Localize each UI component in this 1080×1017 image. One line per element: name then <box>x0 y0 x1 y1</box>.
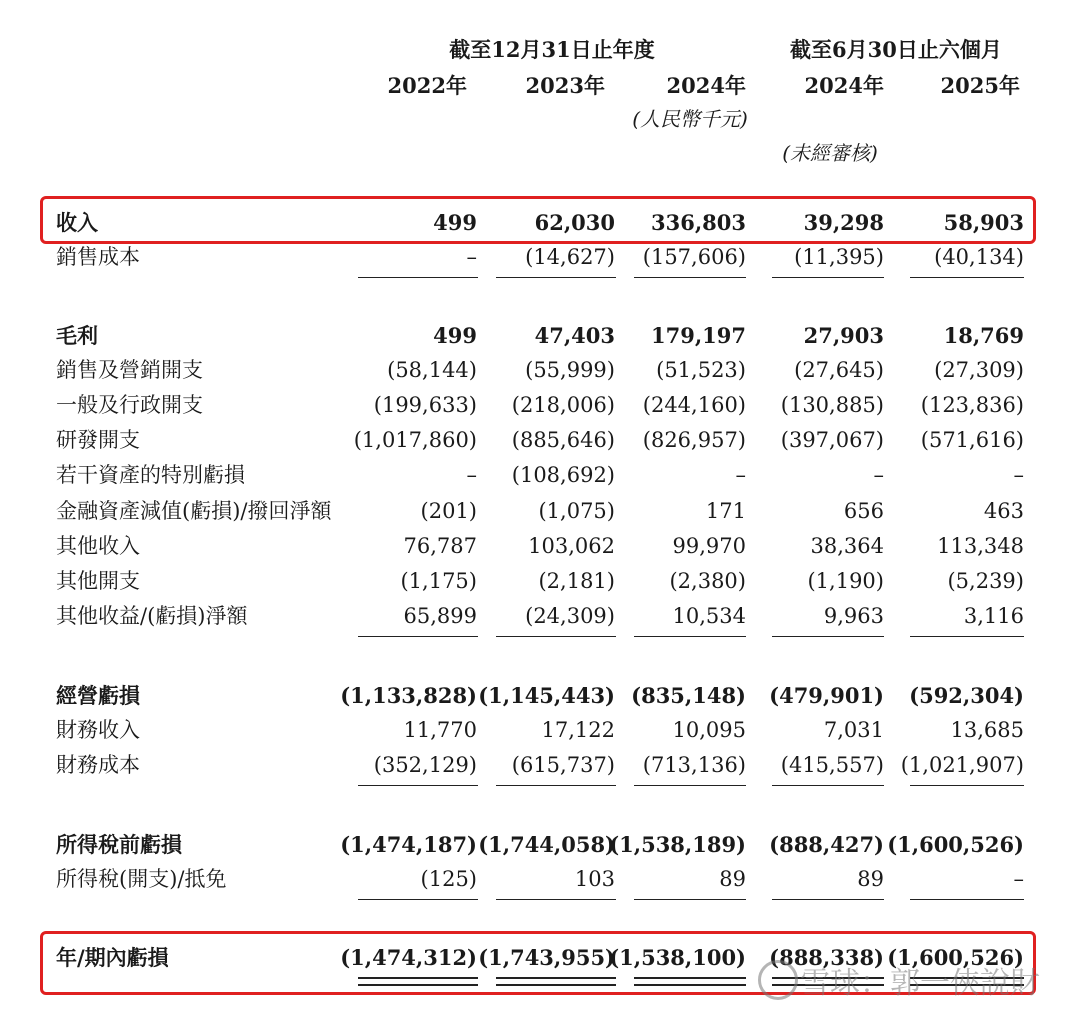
table-row-impairment <box>0 494 1080 529</box>
table-row-other-income <box>0 529 1080 564</box>
cell-2024: 10,095 <box>672 718 746 742</box>
cell-2023: (14,627) <box>525 245 615 269</box>
cell-2025-interim: 113,348 <box>937 534 1024 558</box>
cell-2022: (1,175) <box>400 569 477 593</box>
cell-2023: (108,692) <box>511 463 615 487</box>
cell-2024: 171 <box>705 499 746 523</box>
cell-2023: (1,743,955) <box>478 945 615 970</box>
cell-2025-interim: – <box>1013 463 1024 487</box>
cell-2025-interim: (592,304) <box>909 683 1024 708</box>
cell-2022: – <box>466 245 477 269</box>
watermark-text: 雪球：郭一俠說財 <box>800 966 1040 1001</box>
cell-2024: (157,606) <box>642 245 746 269</box>
table-row-finance-costs <box>0 748 1080 783</box>
highlight-box-revenue <box>40 196 1036 244</box>
cell-2025-interim: (1,600,526) <box>887 945 1024 970</box>
cell-2024: 99,970 <box>672 534 746 558</box>
cell-2024: – <box>735 463 746 487</box>
cell-2022: 499 <box>433 323 477 348</box>
cell-2023: (885,646) <box>511 428 615 452</box>
cell-2024: 336,803 <box>651 210 746 235</box>
cell-2024-interim: – <box>873 463 884 487</box>
cell-2024: (1,538,189) <box>609 832 746 857</box>
row-label: 年/期內虧損 <box>56 945 169 970</box>
cell-2024-interim: (888,338) <box>769 945 884 970</box>
cell-2025-interim: (123,836) <box>920 393 1024 417</box>
cell-2022: 76,787 <box>403 534 477 558</box>
cell-2023: (1,075) <box>538 499 615 523</box>
cell-2024-interim: (27,645) <box>794 358 884 382</box>
cell-2024-interim: (415,557) <box>780 753 884 777</box>
cell-2023: 103 <box>574 867 615 891</box>
cell-2023: 103,062 <box>528 534 615 558</box>
table-row-rd-expenses <box>0 423 1080 458</box>
cell-2022: 65,899 <box>403 604 477 628</box>
cell-2025-interim: (571,616) <box>920 428 1024 452</box>
row-label: 金融資產減值(虧損)/撥回淨額 <box>56 499 332 523</box>
cell-2024: (1,538,100) <box>609 945 746 970</box>
cell-2025-interim: 3,116 <box>963 604 1024 628</box>
cell-2025-interim: – <box>1013 867 1024 891</box>
table-row-income-tax <box>0 862 1080 897</box>
row-label: 經營虧損 <box>56 683 140 708</box>
year-2022: 2022年 <box>387 73 467 98</box>
cell-2023: (24,309) <box>525 604 615 628</box>
cell-2022: (1,017,860) <box>353 428 477 452</box>
cell-2025-interim: (5,239) <box>947 569 1024 593</box>
cell-2025-interim: (27,309) <box>934 358 1024 382</box>
cell-2024-interim: 27,903 <box>803 323 884 348</box>
cell-2022: (1,474,187) <box>340 832 477 857</box>
row-label: 一般及行政開支 <box>56 393 203 417</box>
cell-2023: 47,403 <box>534 323 615 348</box>
cell-2025-interim: 463 <box>983 499 1024 523</box>
cell-2022: (125) <box>420 867 477 891</box>
cell-2024: (835,148) <box>631 683 746 708</box>
cell-2025-interim: 18,769 <box>943 323 1024 348</box>
cell-2024-interim: (888,427) <box>769 832 884 857</box>
cell-2024: (51,523) <box>656 358 746 382</box>
group-header-interim: 截至6月30日止六個月 <box>790 37 1002 62</box>
row-label: 研發開支 <box>56 428 140 452</box>
watermark-logo-icon <box>758 960 798 1000</box>
cell-2024-interim: 89 <box>857 867 884 891</box>
table-row-operating-loss <box>0 678 1080 713</box>
cell-2022: (58,144) <box>387 358 477 382</box>
cell-2024: (713,136) <box>642 753 746 777</box>
cell-2025-interim: 58,903 <box>943 210 1024 235</box>
cell-2024-interim: (130,885) <box>780 393 884 417</box>
table-row-other-gains <box>0 599 1080 634</box>
cell-2024: 89 <box>719 867 746 891</box>
unaudited-note: (未經審核) <box>782 141 878 165</box>
cell-2023: (2,181) <box>538 569 615 593</box>
cell-2025-interim: 13,685 <box>950 718 1024 742</box>
cell-2024-interim: (479,901) <box>769 683 884 708</box>
row-label: 所得稅(開支)/抵免 <box>56 867 227 891</box>
table-row-other-expenses <box>0 564 1080 599</box>
row-label: 若干資產的特別虧損 <box>56 463 245 487</box>
year-2024: 2024年 <box>666 73 746 98</box>
cell-2022: – <box>466 463 477 487</box>
cell-2024-interim: 9,963 <box>823 604 884 628</box>
table-row-loss-before-tax <box>0 827 1080 862</box>
cell-2022: (201) <box>420 499 477 523</box>
table-row-finance-income <box>0 713 1080 748</box>
row-label: 銷售及營銷開支 <box>56 358 203 382</box>
cell-2024-interim: 7,031 <box>823 718 884 742</box>
cell-2024: (244,160) <box>642 393 746 417</box>
table-row-special-asset-loss <box>0 458 1080 493</box>
cell-2023: (615,737) <box>511 753 615 777</box>
year-2025-interim: 2025年 <box>940 73 1020 98</box>
row-label: 財務成本 <box>56 753 140 777</box>
table-row-gross-profit <box>0 318 1080 353</box>
cell-2023: (55,999) <box>525 358 615 382</box>
table-row-selling-expenses <box>0 353 1080 388</box>
cell-2024-interim: 38,364 <box>810 534 884 558</box>
cell-2025-interim: (1,600,526) <box>887 832 1024 857</box>
year-2023: 2023年 <box>525 73 605 98</box>
row-label: 毛利 <box>56 323 98 348</box>
cell-2024: 179,197 <box>651 323 746 348</box>
cell-2022: (1,133,828) <box>340 683 477 708</box>
cell-2023: (1,145,443) <box>478 683 615 708</box>
cell-2024-interim: (397,067) <box>780 428 884 452</box>
currency-note: (人民幣千元) <box>632 107 748 131</box>
cell-2024: (2,380) <box>669 569 746 593</box>
table-row-cost-of-sales <box>0 240 1080 275</box>
cell-2024-interim: 39,298 <box>803 210 884 235</box>
row-label: 所得稅前虧損 <box>56 832 182 857</box>
row-label: 其他收入 <box>56 534 140 558</box>
cell-2022: (199,633) <box>373 393 477 417</box>
cell-2023: (1,744,058) <box>478 832 615 857</box>
row-label: 收入 <box>56 210 98 235</box>
cell-2024: 10,534 <box>672 604 746 628</box>
cell-2024-interim: 656 <box>843 499 884 523</box>
cell-2022: 499 <box>433 210 477 235</box>
cell-2022: (1,474,312) <box>340 945 477 970</box>
row-label: 其他開支 <box>56 569 140 593</box>
row-label: 財務收入 <box>56 718 140 742</box>
row-label: 銷售成本 <box>56 245 140 269</box>
cell-2024: (826,957) <box>642 428 746 452</box>
cell-2025-interim: (1,021,907) <box>900 753 1024 777</box>
year-2024-interim: 2024年 <box>804 73 884 98</box>
row-label: 其他收益/(虧損)淨額 <box>56 604 248 628</box>
cell-2023: 17,122 <box>541 718 615 742</box>
cell-2024-interim: (11,395) <box>794 245 884 269</box>
cell-2022: 11,770 <box>403 718 477 742</box>
table-row-admin-expenses <box>0 388 1080 423</box>
cell-2025-interim: (40,134) <box>934 245 1024 269</box>
cell-2024-interim: (1,190) <box>807 569 884 593</box>
cell-2023: 62,030 <box>534 210 615 235</box>
group-header-annual: 截至12月31日止年度 <box>449 37 655 62</box>
cell-2023: (218,006) <box>511 393 615 417</box>
cell-2022: (352,129) <box>373 753 477 777</box>
